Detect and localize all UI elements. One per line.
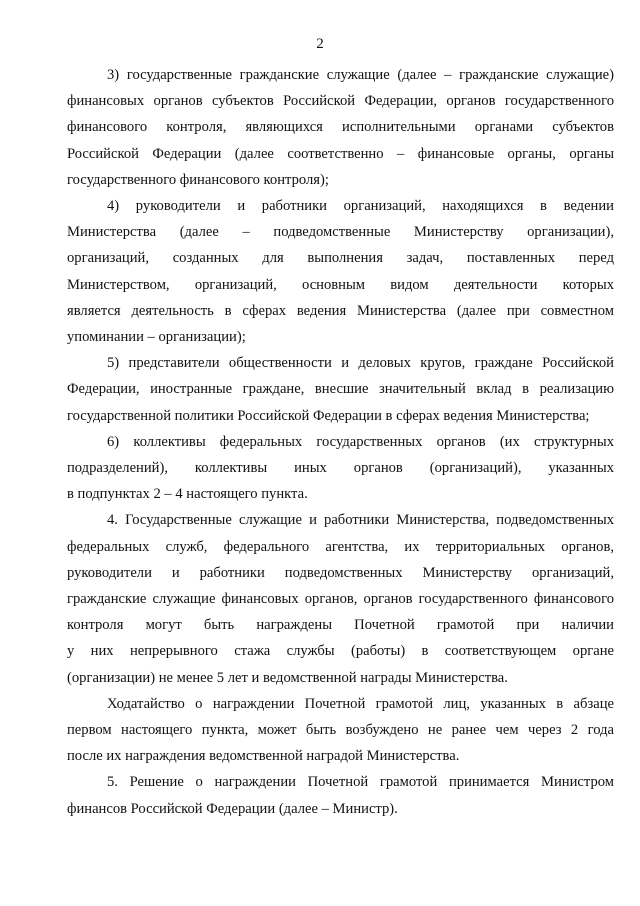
text-line: 3) государственные гражданские служащие (далее – гражданские служащие) <box>107 67 614 83</box>
text-line: у них непрерывного стажа службы (работы) в соответствующем органе <box>67 643 614 660</box>
list-item-5-public-representatives <box>67 350 614 429</box>
text-line: является деятельность в сферах ведения Министерства (далее при совместном <box>67 302 614 319</box>
text-line: 5. Решение о награждении Почетной грамотой принимается Министром <box>107 774 614 791</box>
text-line: после их награждения ведомственной наградой Министерства. <box>67 748 460 765</box>
text-line: федеральных служб, федерального агентства, их территориальных органов, <box>67 538 614 555</box>
text-line: финансов Российской Федерации (далее – Министр). <box>67 800 398 817</box>
text-line: руководители и работники подведомственных Министерству организаций, <box>67 564 614 581</box>
text-line: организаций, созданных для выполнения задач, поставленных перед <box>67 250 614 267</box>
text-line: государственной политики Российской Федерации в сферах ведения Министерства; <box>67 407 590 424</box>
text-line: (организации) не менее 5 лет и ведомственной награды Министерства. <box>67 669 508 686</box>
list-item-3-state-civil-servants <box>67 62 614 193</box>
point-4-petition-clause <box>67 691 614 770</box>
text-line: финансового контроля, являющихся исполнительными органами субъектов <box>67 119 614 136</box>
list-item-4-heads-and-employees <box>67 193 614 350</box>
text-line: государственного финансового контроля); <box>67 171 329 188</box>
text-line: 5) представители общественности и деловых кругов, граждане Российской <box>107 355 614 372</box>
text-line: первом настоящего пункта, может быть возбуждено не ранее чем через 2 года <box>67 722 614 739</box>
list-item-6-collectives <box>67 429 614 508</box>
page-number: 2 <box>316 36 324 52</box>
text-line: Министерством, организаций, основным видом деятельности которых <box>67 276 614 293</box>
text-line: 4) руководители и работники организаций, находящихся в ведении <box>107 198 614 215</box>
point-4-eligibility <box>67 507 614 690</box>
text-line: упоминании – организации); <box>67 329 246 346</box>
text-line: подразделений), коллективы иных органов (организаций), указанных <box>67 460 614 477</box>
text-line: Российской Федерации (далее соответственно – финансовые органы, органы <box>67 145 614 162</box>
text-line: контроля могут быть награждены Почетной грамотой при наличии <box>67 617 614 634</box>
text-line: 4. Государственные служащие и работники Министерства, подведомственных <box>107 512 614 529</box>
text-line: Ходатайство о награждении Почетной грамотой лиц, указанных в абзаце <box>107 695 614 712</box>
text-line: Федерации, иностранные граждане, внесшие значительный вклад в реализацию <box>67 381 614 398</box>
text-line: 6) коллективы федеральных государственных органов (их структурных <box>107 433 614 450</box>
point-5-decision <box>67 769 614 821</box>
text-line: финансовых органов субъектов Российской Федерации, органов государственного <box>67 93 614 110</box>
document-body <box>67 62 614 822</box>
text-line: гражданские служащие финансовых органов, органов государственного финансового <box>67 591 614 608</box>
text-line: Министерства (далее – подведомственные Министерству организации), <box>67 224 614 241</box>
text-line: в подпунктах 2 – 4 настоящего пункта. <box>67 486 308 503</box>
